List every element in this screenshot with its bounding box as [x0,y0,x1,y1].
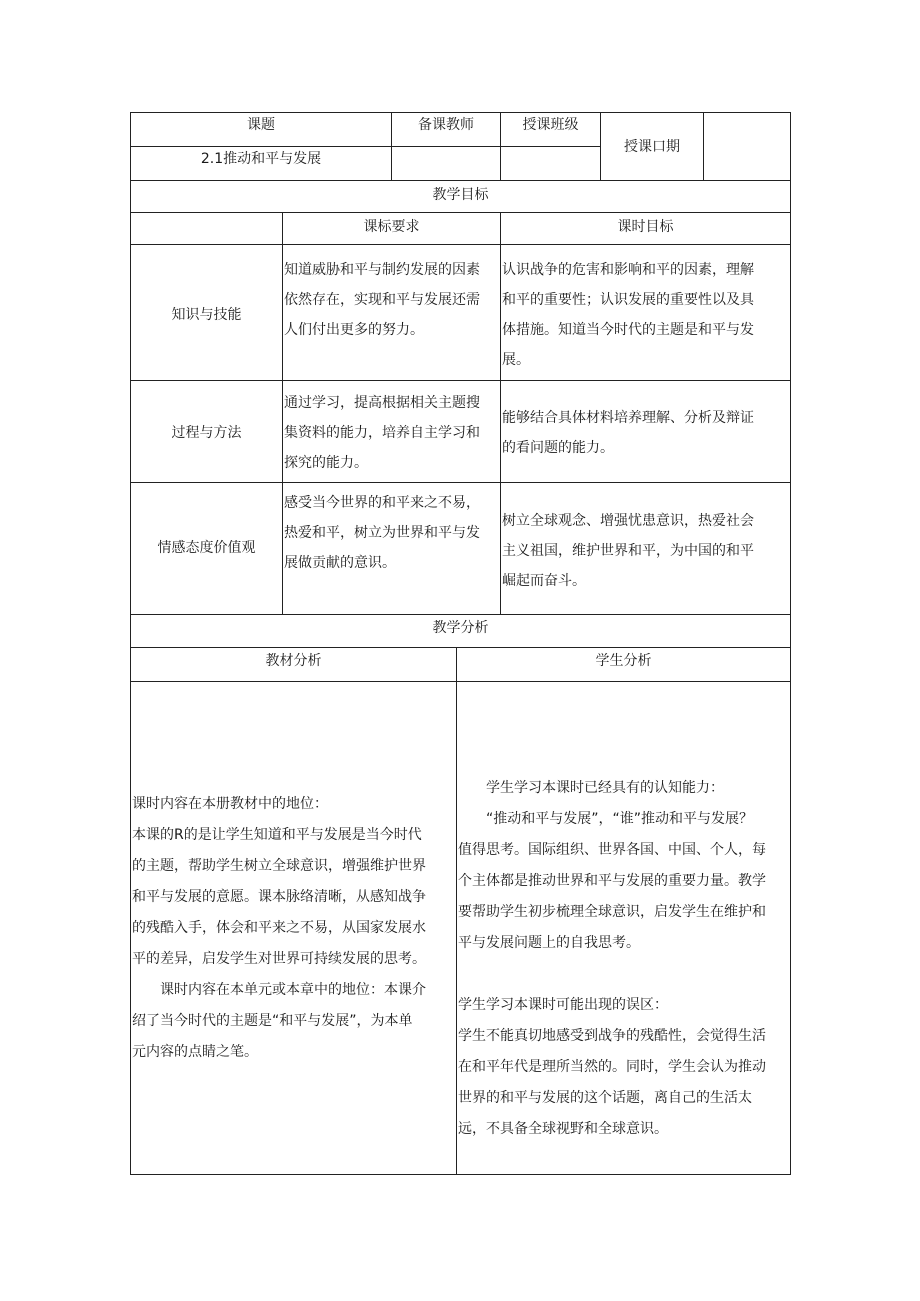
rule-objectives-title [130,212,791,213]
col-standard-header: 课标要求 [363,219,420,235]
text-line: 能够结合具体材料培养理解、分析及辩证 [502,410,754,426]
text-line: 知道威胁和平与制约发展的因素 [284,262,480,278]
rule-objectives-v1 [282,212,283,614]
text-line: 绍了当今时代的主题是“和平与发展”，为本单 [132,1013,413,1029]
text-line: 本课的R的是让学生知道和平与发展是当今时代 [132,827,422,843]
text-line: 课时内容在本册教材中的地位： [132,796,328,812]
text-line: 认识战争的危害和影响和平的因素，理解 [502,262,754,278]
rule-row1 [130,380,791,381]
text-line: 的主题，帮助学生树立全球意识，增强维护世界 [132,858,426,874]
text-line: 学生学习本课时已经具有的认知能力： [486,780,724,796]
col-lesson-header: 课时目标 [617,219,674,235]
teacher-label: 备课教师 [418,117,474,133]
text-line: 热爱和平，树立为世界和平与发 [284,525,480,541]
student-analysis-text [458,773,790,1145]
rule-top [130,112,791,113]
rule-analysis-title [130,647,791,648]
text-line: 的残酷入手，体会和平来之不易，从国家发展水 [132,920,426,936]
rule-header-v4 [703,112,704,180]
text-line: 远，不具备全球视野和全球意识。 [458,1121,668,1137]
text-line: 学生学习本课时可能出现的误区： [458,997,668,1013]
rule-objectives-v2 [500,212,501,614]
text-line: 感受当今世界的和平来之不易， [284,495,480,511]
class-label: 授课班级 [522,117,579,133]
text-line: 树立全球观念、增强忧患意识，热爱社会 [502,513,754,529]
text-line: 展做贡献的意识。 [284,555,396,571]
topic-value: 2.1推动和平与发展 [200,151,322,167]
text-line: 的看问题的能力。 [502,440,614,456]
text-line: 人们付出更多的努力。 [284,322,424,338]
col-student-header: 学生分析 [595,653,652,669]
row-label-knowledge: 知识与技能 [171,307,242,323]
analysis-title: 教学分析 [432,620,489,636]
topic-label: 课题 [247,117,275,133]
rule-left [130,112,131,1175]
text-line: 依然存在，实现和平与发展还需 [284,292,480,308]
text-line: 在和平年代是理所当然的。同时，学生会认为推动 [458,1059,766,1075]
rule-analysis-v [456,647,457,1175]
rule-row3 [130,614,791,615]
text-line: 探究的能力。 [284,455,368,471]
rule-right [790,112,791,1175]
material-analysis-text [132,789,456,1068]
text-line: 集资料的能力，培养自主学习和 [284,425,480,441]
text-line: 学生不能真切地感受到战争的残酷性，会觉得生活 [458,1028,766,1044]
text-line [458,959,790,990]
text-line: 主义祖国，维护世界和平，为中国的和平 [502,543,754,559]
text-line: 个主体都是推动世界和平与发展的重要力量。教学 [458,873,766,889]
text-line: 体措施。知道当今时代的主题是和平与发 [502,322,754,338]
rule-header-bottom [130,180,791,181]
text-line: 平与发展问题上的自我思考。 [458,935,640,951]
row-knowledge-lesson [502,255,790,375]
rule-header-mid [130,146,600,147]
rule-bottom [130,1174,791,1175]
text-line: “推动和平与发展”，“谁”推动和平与发展？ [486,811,754,827]
text-line: 通过学习，提高根据相关主题搜 [284,395,480,411]
text-line: 要帮助学生初步梳理全球意识，启发学生在维护和 [458,904,766,920]
row-label-process: 过程与方法 [171,425,242,441]
text-line: 值得思考。国际组织、世界各国、中国、个人，每 [458,842,766,858]
date-label: 授课口期 [624,139,680,155]
text-line: 和平的重要性；认识发展的重要性以及具 [502,292,754,308]
row-process-lesson [502,403,790,463]
row-process-standard [284,388,500,478]
text-line: 展。 [502,352,530,368]
row-attitude-lesson [502,506,790,596]
row-attitude-standard [284,488,500,578]
text-line: 和平与发展的意愿。课本脉络清晰，从感知战争 [132,889,426,905]
col-material-header: 教材分析 [265,653,322,669]
text-line: 元内容的点睛之笔。 [132,1044,258,1060]
rule-row2 [130,482,791,483]
objectives-title: 教学目标 [432,187,489,203]
text-line: 世界的和平与发展的这个话题，离自己的生活太 [458,1090,752,1106]
text-line: 崛起而奋斗。 [502,573,586,589]
text-line: 课时内容在本单元或本章中的地位：本课介 [160,982,426,998]
rule-objectives-cols [130,244,791,245]
row-knowledge-standard [284,255,500,345]
text-line: 平的差异，启发学生对世界可持续发展的思考。 [132,951,426,967]
row-label-attitude: 情感态度价值观 [157,540,256,556]
rule-analysis-cols [130,681,791,682]
